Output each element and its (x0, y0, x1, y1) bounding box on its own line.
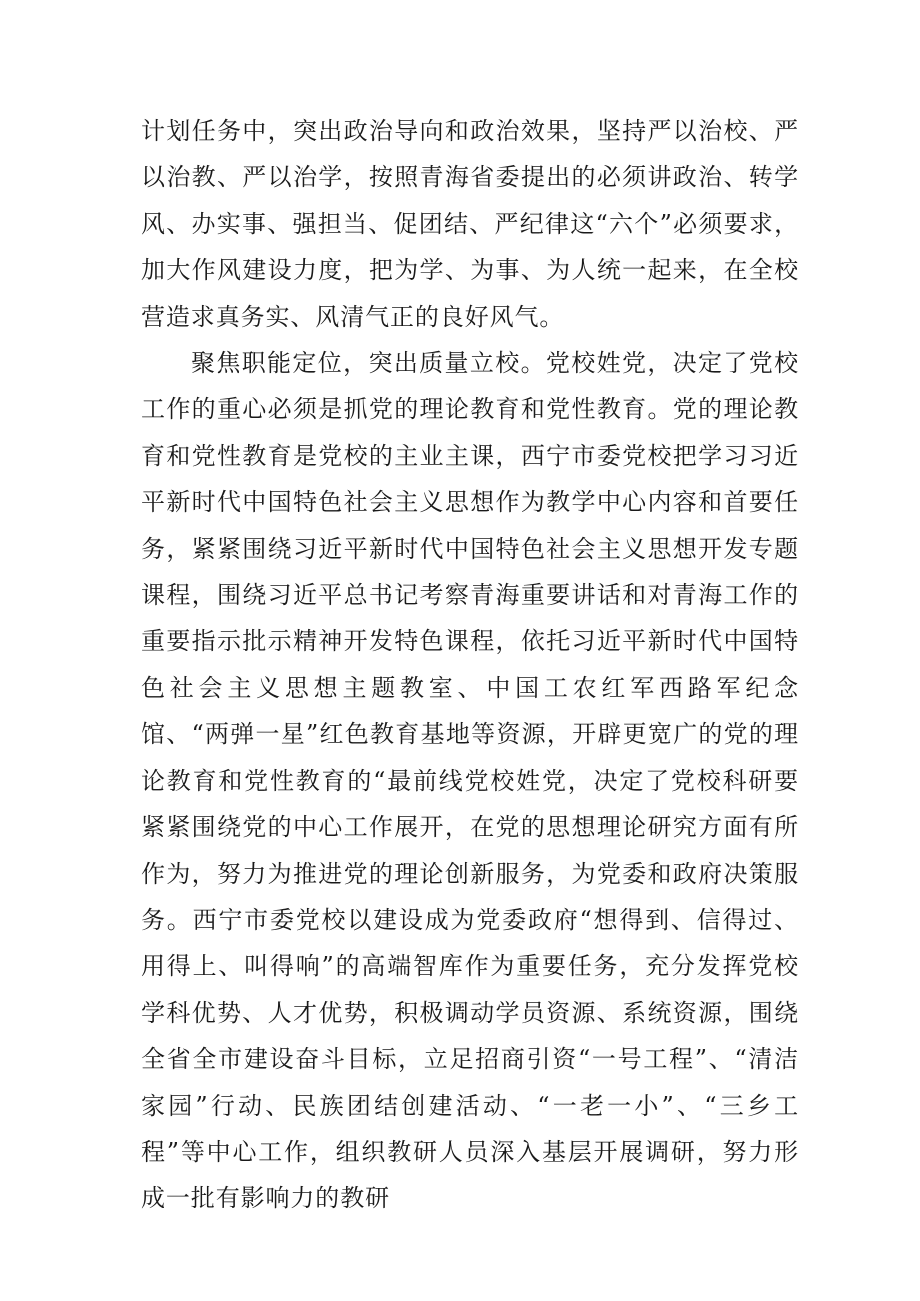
paragraph-continuation: 计划任务中，突出政治导向和政治效果，坚持严以治校、严以治教、严以治学，按照青海省委提出的必须讲政治、转学风、办实事、强担当、促团结、严纪律这“六个”必须要求，加大作风建设力度，把为学、为事、为人统一起来，在全校营造求真务实、风清气正的良好风气。 (141, 117, 799, 331)
paragraph-quality-school: 聚焦职能定位，突出质量立校。党校姓党，决定了党校工作的重心必须是抓党的理论教育和党性教育。党的理论教育和党性教育是党校的主业主课，西宁市委党校把学习习近平新时代中国特色社会主义思想作为教学中心内容和首要任务，紧紧围绕习近平新时代中国特色社会主义思想开发专题课程，围绕习近平总书记考察青海重要讲话和对青海工作的重要指示批示精神开发特色课程，依托习近平新时代中国特色社会主义思想主题教室、中国工农红军西路军纪念馆、“两弹一星”红色教育基地等资源，开辟更宽广的党的理论教育和党性教育的“最前线党校姓党，决定了党校科研要紧紧围绕党的中心工作展开，在党的思想理论研究方面有所作为，努力为推进党的理论创新服务，为党委和政府决策服务。西宁市委党校以建设成为党委政府“想得到、信得过、用得上、叫得响”的高端智库作为重要任务，充分发挥党校学科优势、人才优势，积极调动学员资源、系统资源，围绕全省全市建设奋斗目标，立足招商引资“一号工程”、“清洁家园”行动、民族团结创建活动、“一老一小”、“三乡工程”等中心工作，组织教研人员深入基层开展调研，努力形成一批有影响力的教研 (141, 349, 799, 1213)
document-body (141, 108, 799, 1222)
